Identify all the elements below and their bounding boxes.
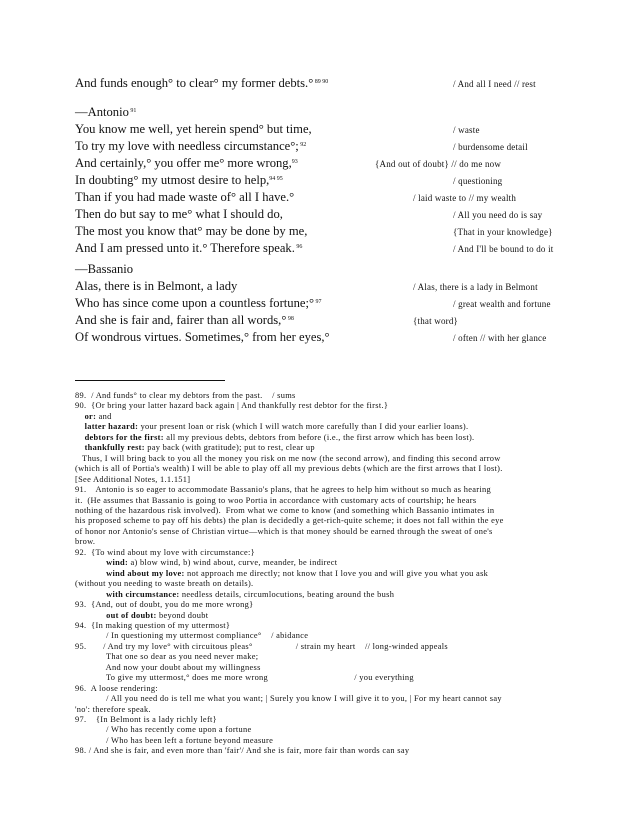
footnote-line xyxy=(75,579,575,590)
verse-line xyxy=(75,330,330,345)
footnote-ref: 92 xyxy=(298,142,307,148)
footnote-ref: 97 xyxy=(314,299,322,305)
footnote-rule xyxy=(75,380,225,381)
footnote-line xyxy=(75,673,575,684)
footnote-text: and xyxy=(98,411,112,421)
verse-text: —Antonio xyxy=(75,105,129,119)
footnote-text: 94. {In making question of my uttermost} xyxy=(75,620,231,630)
footnote-line xyxy=(75,412,575,423)
footnote-text: / All you need do is tell me what you want; | Surely you know I will give it to you, | For my heart cannot say xyxy=(75,694,502,704)
verse-text: Than if you had made waste of° all I have.° xyxy=(75,190,295,204)
footnote-text: / Who has been left a fortune beyond measure xyxy=(75,735,274,745)
margin-gloss: {that word} xyxy=(413,316,459,326)
footnote-text: To give my uttermost,° does me more wrong / you everything xyxy=(75,673,414,683)
footnote-text: all my previous debts, debtors from before (i.e., the first arrow which has been lost). xyxy=(166,432,475,442)
verse-line xyxy=(75,156,298,171)
verse-text: Of wondrous virtues. Sometimes,° from her eyes,° xyxy=(75,330,330,344)
footnote-line xyxy=(75,527,575,538)
footnote-line xyxy=(75,443,575,454)
footnote-text: a) blow wind, b) wind about, curve, meander, be indirect xyxy=(130,558,338,568)
footnote-line xyxy=(75,652,575,663)
verse-line xyxy=(75,76,328,91)
margin-gloss: / laid waste to // my wealth xyxy=(413,193,517,203)
footnote-text: (without you needing to waste breath on details). xyxy=(75,579,254,589)
footnote-text: his proposed scheme to pay off his debts) the plan is decidedly a get-rich-quite scheme; it does not fall within the eye xyxy=(75,516,504,526)
footnote-text: 97. {In Belmont is a lady richly left} xyxy=(75,715,217,724)
verse-text: And certainly,° you offer me° more wrong, xyxy=(75,156,292,170)
verse-text: To try my love with needless circumstance°; xyxy=(75,139,299,153)
footnote-line xyxy=(75,537,575,548)
verse-line xyxy=(75,173,283,188)
footnote-line xyxy=(75,558,575,569)
footnote-line xyxy=(75,485,575,496)
footnote-text: And now your doubt about my willingness xyxy=(75,662,261,672)
footnote-term: out of doubt: xyxy=(75,610,159,620)
footnote-text: not approach me directly; not know that I love you and will give you what you ask xyxy=(187,568,489,578)
verse-line xyxy=(75,241,302,256)
footnote-text: 90. {Or bring your latter hazard back again | And thankfully rest debtor for the first.} xyxy=(75,401,389,411)
footnote-line xyxy=(75,663,575,674)
footnote-line xyxy=(75,611,575,622)
verse-text: Who has since come upon a countless fortune;° xyxy=(75,296,315,310)
footnote-text: of honor nor Antonio's sense of Christian virtue—which is that money should be earned through the sweat of one's xyxy=(75,526,493,536)
footnote-text: 93. {And, out of doubt, you do me more wrong} xyxy=(75,600,254,609)
verse-line xyxy=(75,190,294,205)
margin-gloss: / often // with her glance xyxy=(453,333,547,343)
footnote-line xyxy=(75,715,575,726)
verse-line xyxy=(75,262,133,277)
footnote-line xyxy=(75,454,575,465)
footnote-line xyxy=(75,736,575,747)
footnote-text: 95. / And try my love° with circuitous pleas° / strain my heart // long-winded appeals xyxy=(75,641,448,651)
footnote-text: beyond doubt xyxy=(158,610,209,620)
footnote-line xyxy=(75,600,575,611)
footnote-line xyxy=(75,433,575,444)
footnote-ref: 93 xyxy=(291,159,298,165)
footnote-line xyxy=(75,684,575,695)
footnote-term: or: xyxy=(75,411,99,421)
footnote-text: / In questioning my uttermost compliance° / abidance xyxy=(75,631,309,641)
footnote-text: 'no': therefore speak. xyxy=(75,704,151,714)
margin-gloss: / And all I need // rest xyxy=(453,79,536,89)
footnote-text: brow. xyxy=(75,537,96,547)
footnote-line xyxy=(75,401,575,412)
verse-text: Then do but say to me° what I should do, xyxy=(75,207,283,221)
footnote-text: it. (He assumes that Bassanio is going to woo Portia in accordance with customary acts of courtship; he hears xyxy=(75,495,477,505)
footnote-ref: 94 95 xyxy=(269,176,283,182)
footnote-text: pay back (with gratitude); put to rest, clear up xyxy=(147,443,315,453)
verse-line xyxy=(75,122,312,137)
footnote-text: / Who has recently come upon a fortune xyxy=(75,725,252,735)
verse-line xyxy=(75,105,136,120)
footnote-line xyxy=(75,516,575,527)
footnote-text: needless details, circumlocutions, beating around the bush xyxy=(181,589,395,599)
footnote-text: That one so dear as you need never make; xyxy=(75,652,259,662)
footnote-ref: 91 xyxy=(128,108,137,114)
margin-gloss: {That in your knowledge} xyxy=(453,227,553,237)
footnote-line xyxy=(75,725,575,736)
footnote-line xyxy=(75,694,575,705)
verse-line xyxy=(75,207,283,222)
footnote-line xyxy=(75,631,575,642)
footnote-term: with circumstance: xyxy=(75,589,182,599)
verse-line xyxy=(75,279,237,294)
verse-text: And I am pressed unto it.° Therefore speak. xyxy=(75,241,295,255)
footnote-text: nothing of the hazardous risk involved). From what we come to know (and something which Bassanio intimates in xyxy=(75,505,495,515)
footnote-text: [See Additional Notes, 1.1.151] xyxy=(75,474,191,484)
footnote-text: Thus, I will bring back to you all the money you risk on me now (the second arrow), and finding this second arrow xyxy=(75,453,501,463)
footnote-line xyxy=(75,705,575,716)
verse-line xyxy=(75,224,307,239)
footnote-term: thankfully rest: xyxy=(75,443,148,453)
footnote-ref: 98 xyxy=(286,316,294,322)
footnote-line xyxy=(75,506,575,517)
verse-text: And she is fair and, fairer than all words,° xyxy=(75,313,287,327)
footnote-line xyxy=(75,746,575,757)
footnote-text: (which is all of Portia's wealth) I will be able to play off all my previous debts (which are the first arrows that I lost). xyxy=(75,464,503,474)
footnote-text: 91. Antonio is so eager to accommodate Bassanio's plans, that he agrees to help him without so much as hearing xyxy=(75,485,491,494)
verse-text: And funds enough° to clear° my former debts.° xyxy=(75,76,314,90)
margin-gloss: / waste xyxy=(453,125,480,135)
verse-line xyxy=(75,296,322,311)
verse-line xyxy=(75,139,306,154)
footnote-line xyxy=(75,642,575,653)
footnote-line xyxy=(75,548,575,559)
margin-gloss: / questioning xyxy=(453,176,503,186)
margin-gloss: / great wealth and fortune xyxy=(453,299,551,309)
footnote-term: wind about my love: xyxy=(75,568,188,578)
footnote-line xyxy=(75,621,575,632)
footnote-term: wind: xyxy=(75,558,131,568)
verse-text: —Bassanio xyxy=(75,262,134,276)
footnote-line xyxy=(75,422,575,433)
footnote-line xyxy=(75,590,575,601)
verse-text: The most you know that° may be done by me, xyxy=(75,224,308,238)
footnote-line xyxy=(75,391,575,402)
footnote-line xyxy=(75,475,575,486)
verse-line xyxy=(75,313,294,328)
footnote-text: 92. {To wind about my love with circumstance:} xyxy=(75,547,255,557)
footnote-line xyxy=(75,464,575,475)
verse-text: Alas, there is in Belmont, a lady xyxy=(75,279,238,293)
footnote-text: 96. A loose rendering: xyxy=(75,683,158,693)
footnote-ref: 96 xyxy=(294,244,303,250)
margin-gloss: / And I'll be bound to do it xyxy=(453,244,554,254)
footnote-term: debtors for the first: xyxy=(75,432,167,442)
footnote-term: latter hazard: xyxy=(75,422,141,432)
footnote-line xyxy=(75,496,575,507)
footnote-line xyxy=(75,569,575,580)
margin-gloss: / All you need do is say xyxy=(453,210,543,220)
margin-gloss: {And out of doubt} // do me now xyxy=(375,159,502,169)
verse-text: In doubting° my utmost desire to help, xyxy=(75,173,270,187)
footnote-text: 98. / And she is fair, and even more than 'fair'/ And she is fair, more fair than words can say xyxy=(75,746,410,756)
footnote-ref: 89 90 xyxy=(313,79,329,85)
footnote-text: your present loan or risk (which I will watch more carefully than I did your earlier loans). xyxy=(140,422,469,432)
margin-gloss: / Alas, there is a lady in Belmont xyxy=(413,282,538,292)
verse-text: You know me well, yet herein spend° but time, xyxy=(75,122,312,136)
margin-gloss: / burdensome detail xyxy=(453,142,528,152)
footnote-text: 89. / And funds° to clear my debtors from the past. / sums xyxy=(75,391,296,400)
